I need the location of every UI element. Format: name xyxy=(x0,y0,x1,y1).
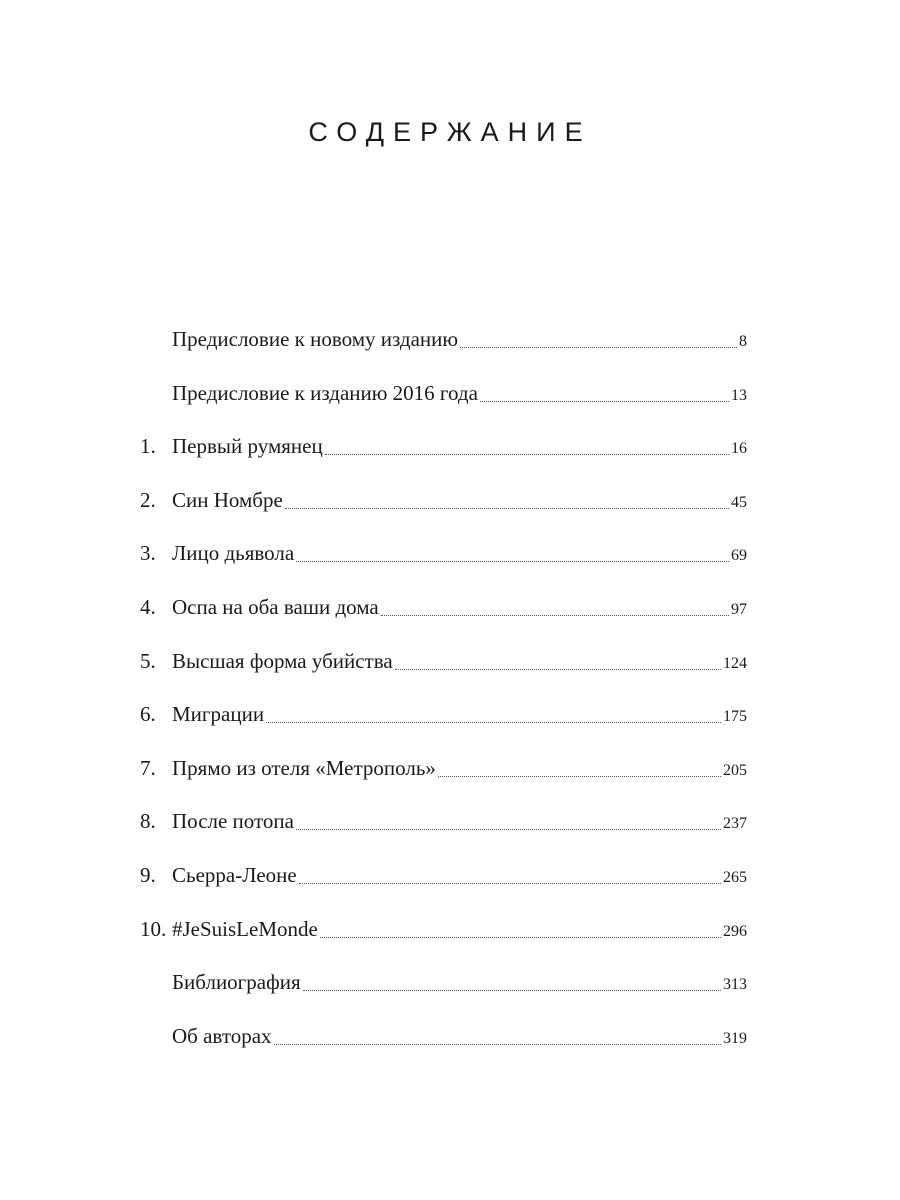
toc-entry-title: Син Номбре xyxy=(172,487,283,512)
toc-entry-title: Об авторах xyxy=(172,1023,272,1048)
toc-entry-page: 313 xyxy=(723,976,747,994)
toc-entry-title: Библиография xyxy=(172,970,301,995)
toc-entry[interactable] xyxy=(0,1015,900,1069)
toc-entry-page: 45 xyxy=(731,493,747,511)
toc-entry-title: Сьерра-Леоне xyxy=(172,862,297,887)
dot-leader xyxy=(320,919,721,938)
toc-entry[interactable] xyxy=(0,961,900,1015)
toc-entry-number: 2. xyxy=(140,487,156,512)
dot-leader xyxy=(381,597,729,616)
dot-leader xyxy=(460,329,737,348)
toc-entry[interactable] xyxy=(0,854,900,908)
toc-entry-number: 7. xyxy=(140,755,156,780)
toc-entry[interactable] xyxy=(0,693,900,747)
toc-entry-title: Оспа на оба ваши дома xyxy=(172,594,379,619)
dot-leader xyxy=(395,651,721,670)
toc-entry-title: #JeSuisLeMonde xyxy=(172,916,318,941)
toc-entry-title: Предисловие к изданию 2016 года xyxy=(172,380,478,405)
toc-entry-page: 124 xyxy=(723,654,747,672)
toc-entry-number: 9. xyxy=(140,862,156,887)
toc-entry[interactable] xyxy=(0,800,900,854)
toc-entry-number: 1. xyxy=(140,434,156,459)
toc-entry[interactable] xyxy=(0,747,900,801)
toc-entry-page: 16 xyxy=(731,440,747,458)
toc-entry-number: 3. xyxy=(140,541,156,566)
toc-entry-number: 4. xyxy=(140,594,156,619)
toc-entry-title: После потопа xyxy=(172,809,294,834)
dot-leader xyxy=(296,543,729,562)
dot-leader xyxy=(438,758,721,777)
toc-entry[interactable] xyxy=(0,479,900,533)
dot-leader xyxy=(303,972,721,991)
toc-entry-page: 319 xyxy=(723,1029,747,1047)
toc-entry[interactable] xyxy=(0,908,900,962)
page-title: СОДЕРЖАНИЕ xyxy=(308,117,592,147)
toc-entry-title: Предисловие к новому изданию xyxy=(172,327,459,351)
toc-entry-page: 13 xyxy=(731,386,747,404)
toc-entry-number: 8. xyxy=(140,809,156,834)
toc-entry-page: 8 xyxy=(739,333,747,350)
toc-entry[interactable] xyxy=(0,318,900,372)
toc-entry[interactable] xyxy=(0,640,900,694)
dot-leader xyxy=(480,383,729,402)
dot-leader xyxy=(274,1026,721,1045)
toc-entry-title: Первый румянец xyxy=(172,434,323,459)
toc-entry-page: 205 xyxy=(723,761,747,779)
toc-entry[interactable] xyxy=(0,425,900,479)
toc-entry-title: Высшая форма убийства xyxy=(172,648,393,673)
toc-entry-title: Лицо дьявола xyxy=(172,541,295,566)
table-of-contents xyxy=(0,318,900,1068)
toc-entry[interactable] xyxy=(0,532,900,586)
toc-entry[interactable] xyxy=(0,372,900,426)
toc-entry-page: 69 xyxy=(731,547,747,565)
dot-leader xyxy=(296,811,721,830)
dot-leader xyxy=(266,704,721,723)
toc-entry-number: 5. xyxy=(140,648,156,673)
toc-entry-title: Миграции xyxy=(172,702,265,727)
dot-leader xyxy=(285,490,729,509)
toc-entry-title: Прямо из отеля «Метрополь» xyxy=(172,755,436,780)
toc-entry-number: 6. xyxy=(140,702,156,727)
toc-entry-page: 265 xyxy=(723,868,747,886)
toc-entry[interactable] xyxy=(0,586,900,640)
toc-entry-page: 175 xyxy=(723,708,747,726)
toc-entry-number: 10. xyxy=(140,916,167,941)
toc-entry-page: 296 xyxy=(723,922,747,940)
toc-entry-page: 237 xyxy=(723,815,747,833)
dot-leader xyxy=(325,436,729,455)
dot-leader xyxy=(299,865,721,884)
toc-entry-page: 97 xyxy=(731,600,747,618)
